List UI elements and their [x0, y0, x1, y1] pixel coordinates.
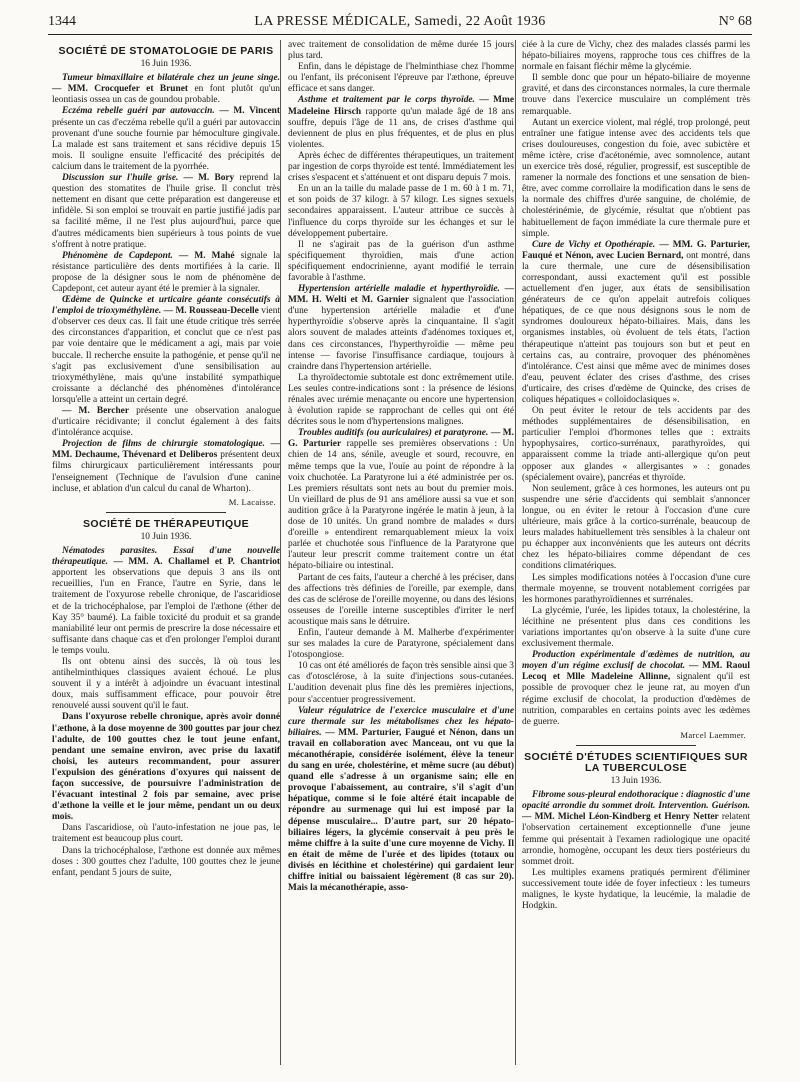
article-paragraph: avec traitement de consolidation de même durée 15 jours plus tard. — [288, 40, 514, 62]
article-authors: — M. Vincent — [219, 106, 280, 117]
article-paragraph: Ils ont obtenu ainsi des succès, là où tous les antihelminthiques classiques avaient échoué. Le plus souvent il y a intérêt à adjoindre un évacuant intestinal doux, mais suffisamment efficace, pour pouvoir être renouvelé aussi souvent qu'il le faut. — [52, 656, 280, 712]
article — [52, 439, 280, 494]
article-paragraph: La glycémie, l'urée, les lipides totaux, la cholestérine, la lécithine ne présentent plus dans ces conditions les variations importantes qu'on observe à la suite d'une cure exclusivement thermale. — [522, 605, 750, 650]
article — [522, 240, 750, 406]
article-paragraph: Il semble donc que pour un hépato-biliaire de moyenne gravité, et dans des circonstances normales, la cure thermale trouve dans l'exercice musculaire un complément très remarquable. — [522, 73, 750, 117]
article-authors: — MM. Raoul Lecoq et Mlle Madeleine Allinne, — [522, 661, 750, 683]
article-title: Troubles auditifs (ou auriculaires) et paratyrone. — [298, 428, 489, 439]
article-body: rapporte qu'un malade âgé de 18 ans souffre, depuis l'âge de 11 ans, de crises d'asthme qui deviennent de plus en plus fréquentes, et de plus en plus violentes. — [288, 106, 514, 150]
article-paragraph: Enfin, dans le dépistage de l'helminthiase chez l'homme ou l'enfant, ils préconisent l'épreuve par l'æthone, épreuve efficace et sans danger. — [288, 62, 514, 95]
article-authors: — MM. Dechaume, Thévenard et Deliberos — [52, 439, 280, 461]
article-title: Fibrome sous-pleural endothoracique : diagnostic d'une opacité arrondie du sommet droit. Intervention. Guérison. — [522, 790, 750, 812]
article-title: Valeur régulatrice de l'exercice musculaire et d'une cure thermale sur les métabolismes chez les hépato-biliaires. — [288, 705, 514, 738]
signature: Marcel Laemmer. — [680, 729, 746, 740]
column-1 — [48, 40, 284, 1068]
column-2 — [284, 40, 518, 1068]
article-body: en font plutôt qu'un leontiasis ossea un cas de goundou probable. — [52, 84, 280, 106]
article-authors: — M. Bory — [183, 173, 235, 184]
article-authors: — MM. H. Welti et M. Garnier — [288, 284, 514, 306]
article — [52, 173, 280, 251]
article-paragraph: ciée à la cure de Vichy, chez des malades classés parmi les hépato-biliaires moyens, rapproche tous ces chiffres de la normale en faisant fléchir même la glycémie. — [522, 40, 750, 73]
article-paragraph: Après échec de différentes thérapeutiques, un traitement par ingestion de corps thyroïde est tenté. Immédiatement les crises s'espacent et s'atténuent et ont disparu depuis 7 mois. — [288, 150, 514, 184]
article-body: dans un travail en collaboration avec Manceau, ont vu que la mécanothérapie, considérée isolément, élève la teneur du sang en urée, cholestérine, et même sucre (au début) quand elle s'adresse à un organisme sain; elle en provoque l'abaissement, au contraire, s'il s'agit d'un hépatique, comme si le foie altéré était incapable de répondre au surmenage qui lui est imposé par la dépense musculaire... D'autre part, sur 20 hépato-biliaires légers, la glycémie conservait à peu près le même chiffre à la suite d'une cure moyenne de Vichy. Il en était de même de l'urée et des lipides (totaux ou divisés en lécithine et cholestérine) qui gardaient leur chiffre initial ou baissaient légèrement (8 cas sur 20). Mais la mécanothérapie, asso- — [288, 727, 515, 894]
section-divider — [576, 745, 696, 746]
article-authors: — MM. Crocquefer et Brunet — [52, 84, 189, 95]
section-date: 10 Juin 1936. — [140, 531, 192, 542]
article-authors: — M. Bercher — [62, 406, 129, 416]
article-body: vient d'observer ces deux cas. Il fait une étude critique très serrée des circonstances d'apparition, et conclut que ce n'est pas par voie dentaire que le médicament a agi, mais par voie buccale. Il recherche ensuite la pathogénie, et pense qu'il ne s'agit pas exclusivement d'une sensibilisation au trioxyméthylène, mais qu'une instabilité sympathique croissante a déclanché des phénomènes d'intolérance lorsqu'elle a atteint un certain degré. — [52, 306, 280, 405]
article-paragraph: On peut éviter le retour de tels accidents par des méthodes supplémentaires de désensibilisation, en particulier l'emploi d'hormones telles que : extraits hypophysaires, cortico-surrénaux, parathyroïdes, qui apparaissent comme la triade anti-allergique qu'on peut opposer aux glandes « allergisantes » : gonades (spécialement ovaire), pancréas et thyroïde. — [522, 406, 750, 483]
article-paragraph: Partant de ces faits, l'auteur a cherché à les préciser, dans des affections très définies de l'oreille, par exemple, dans des cas de sclérose de l'oreille moyenne, ou dans des lésions osseuses de l'oreille interne susceptibles d'irriter le nerf acoustique mais sans le détruire. — [288, 572, 514, 627]
article-paragraph: Non seulement, grâce à ces hormones, les auteurs ont pu suspendre une série d'accidents qui semblait s'annoncer longue, ou en éviter le retour à l'occasion d'une cure ultérieure, mais grâce à la cortico-surrénale, beaucoup de leurs malades habituellement très sensibles à la chaleur ont pu échapper aux inconvénients que les auteurs ont décrits chez les hépato-biliaires comme dépendant de ces conditions climatériques. — [522, 483, 750, 572]
article-body: signalent qu'il est possible de provoquer chez le jeune rat, au moyen d'un régime exclusif de chocolat, la production d'œdèmes de nutrition, comparables en certains points avec les œdèmes de guerre. — [522, 672, 750, 727]
article-body: présente un cas d'eczéma rebelle qu'il a guéri par autovaccin provenant d'une souche fournie par hémoculture gingivale. La malade est sans traitement et sans récidive depuis 15 mois. Il souligne ensuite l'efficacité des précipités de calcium dans le traitement de la pyorrhée. — [52, 117, 280, 172]
article-title: Asthme et traitement par le corps thyroïde. — [298, 95, 475, 106]
journal-title: LA PRESSE MÉDICALE, Samedi, 22 Août 1936 — [254, 14, 546, 29]
article-title: Tumeur bimaxillaire et bilatérale chez un jeune singe. — [62, 73, 280, 84]
article — [52, 295, 280, 406]
article-title: Cure de Vichy et Opothérapie. — [532, 239, 656, 250]
article — [522, 650, 750, 728]
article-body: relatent l'observation certainement exceptionnelle d'une jeune femme qui présentait à l'examen radiologique une opacité arrondie, homogène, occupant les deux tiers postérieurs du sommet droit. — [522, 812, 751, 867]
article — [288, 95, 514, 150]
article-paragraph: Enfin, l'auteur demande à M. Malherbe d'expérimenter sur ses malades la cure de Paratyrone, spécialement dans l'otospongiose. — [288, 627, 514, 661]
article-paragraph: Dans la trichocéphalose, l'æthone est donnée aux mêmes doses : 300 gouttes chez l'adulte, 100 gouttes chez le jeune enfant, pendant 5 jours de suite, — [52, 845, 280, 878]
article — [52, 251, 280, 295]
article-paragraph: En un an la taille du malade passe de 1 m. 60 à 1 m. 71, et son poids de 37 kilogr. à 57 kilogr. Les signes sexuels secondaires apparaissent. L'auteur attribue ce succès à l'influence du corps thyroïde sur les échanges et sur le développement pubertaire. — [288, 184, 514, 239]
article-body: apportent les observations que depuis 3 ans ils ont recueillies, l'un en France, l'autre en Syrie, dans le traitement de l'oxyurose rebelle chronique, de l'ascaridiose et de la trichocéphalose, par l'emploi de l'æthone (éther de Kay 35° baumé). La faible toxicité du produit et sa grande maniabilité leur ont permis de prescrire la dose nécessaire et suffisante dans chaque cas et d'en prolonger l'emploi durant le temps voulu. — [52, 568, 280, 656]
article-body: ont montré, dans la cure thermale, une cure de désensibilisation correspondant, aussi exactement qu'il est possible actuellement d'en juger, aux états de sensibilisation générateurs de ce qu'on appelait autrefois coliques hépatiques, de ce que nous désignons sous le nom de syndromes douloureux hépato-biliaires. Mais, dans les organismes instables, où évoluent de tels états, l'action thérapeutique n'atteint pas toujours son but et peut en certains cas, au contraire, provoquer des phénomènes d'intolérance. C'est ainsi que même avec de minimes doses d'eau, peuvent éclater des crises d'asthme, des crises d'urticaire, des crises d'œdème de Quincke, des crises de coliques hépatiques « colloïdoclasiques ». — [522, 250, 750, 405]
article-body: reprend la question des stomatites de l'huile grise. Il conclut très nettement en disant que cette préparation est dangereuse et infidèle. Si son emploi se trouvait en partie justifié jadis par sa facilité même, il ne l'est plus aujourd'hui, parce que d'autres médicaments bien supérieurs à tous points de vue s'offrent à notre pratique. — [52, 173, 281, 250]
article — [288, 706, 514, 895]
article-paragraph: Dans l'ascaridiose, où l'auto-infestation ne joue pas, le traitement est beaucoup plus court. — [52, 823, 280, 845]
article — [288, 428, 514, 572]
article-body: rappelle ses premières observations : Un chien de 14 ans, sénile, aveugle et sourd, recouvre, en même temps que la vue, l'ouïe au point de répondre à la voix chuchotée. La Paratyrone lui a été administrée per os. Les premiers résultats sont nets au bout du premier mois. Un vieillard de plus de 91 ans améliore aussi sa vue et son audition grâce à la Paratyrone ingérée le matin à jeun, à la dose de 10 unités. Un grand nombre de malades « durs d'oreille » entendirent remarquablement mieux la voix parlée et chuchotée sous l'influence de la Paratyrone que l'auteur leur prescrit comme traitement contre un état hépato-biliaire ou intestinal. — [288, 439, 515, 572]
page-number: 1344 — [48, 14, 76, 29]
article-authors: — MM. Michel Léon-Kindberg et Henry Netter — [522, 812, 719, 823]
section-date: 16 Juin 1936. — [140, 59, 192, 70]
article-title: Nématodes parasites. Essai d'une nouvelle thérapeutique. — [52, 546, 280, 568]
article — [522, 790, 750, 868]
article-authors: — MM. A. Challamel et P. Chantriot — [113, 557, 281, 568]
article-paragraph: La thyroïdectomie subtotale est donc extrêmement utile. Les seules contre-indications sont : la présence de lésions rénales avec urémie menaçante ou encore une hypertension à évolution rapide se rapprochant de celles qui ont été décrites sous le nom d'hypertensions malignes. — [288, 372, 514, 428]
article-authors: — MM. Parturier, Faugué et Nénon, — [325, 727, 478, 738]
article-body: signale la résistance particulière des dents mortifiées à la carie. Il propose de la désigner sous le nom de phénomène de Capdepont, cet auteur ayant été le premier à la signaler. — [52, 250, 281, 294]
section-title: SOCIÉTÉ DE THÉRAPEUTIQUE — [83, 517, 249, 530]
article-paragraph: Dans l'oxyurose rebelle chronique, après avoir donné l'æthone, à la dose moyenne de 300 gouttes par jour chez l'adulte, de 100 gouttes chez le tout jeune enfant, pendant une semaine environ, avec prise du laxatif choisi, les auteurs recommandent, pour assurer l'expulsion des générations d'oxyures qui naissent de façon successive, de poursuivre l'administration de l'évacuant intestinal 2 fois par semaine, avec prise d'æthone la veille et le jour même, pendant un ou deux mois. — [52, 712, 280, 823]
article-title: Production expérimentale d'œdèmes de nutrition, au moyen d'un régime exclusif de chocolat. — [522, 650, 750, 672]
article-title: Projection de films de chirurgie stomatologique. — [62, 439, 265, 450]
article-paragraph: Les simples modifications notées à l'occasion d'une cure thermale moyenne, se trouvent notablement corrigées par les hormones parathyroïdiennes et surrénales. — [522, 572, 750, 605]
section-date: 13 Juin 1936. — [610, 776, 662, 787]
article-body: présentent deux films chirurgicaux particulièrement intéressants pour l'enseignement (Technique de l'avulsion d'une canine incluse, et ablation d'un calcul du canal de Wharton). — [52, 450, 281, 494]
article — [52, 106, 280, 173]
article-body: présente une observation analogue d'urticaire récidivante; il conclut également à des faits d'intolérance acquise. — [52, 406, 281, 439]
page-header — [48, 12, 752, 35]
article-title: Hypertension artérielle maladie et hyperthyroïdie. — [298, 284, 500, 295]
article-title: Phénomène de Capdepont. — [62, 250, 173, 261]
article — [52, 546, 280, 657]
article-paragraph — [52, 406, 280, 439]
article-authors: — M. G. Parturier — [288, 428, 514, 450]
section-divider — [106, 512, 226, 513]
article-title: Discussion sur l'huile grise. — [62, 173, 179, 184]
section-title: SOCIÉTÉ DE STOMATOLOGIE DE PARIS — [58, 45, 274, 57]
article-title: Eczéma rebelle guéri par autovaccin. — [62, 106, 215, 117]
article-paragraph: Il ne s'agirait pas de la guérison d'un asthme spécifiquement thyroïdien, mais d'une action spécifiquement endocrinienne, ayant modifié le terrain favorable à l'asthme. — [288, 239, 514, 283]
article-title: Œdème de Quincke et urticaire géante consécutifs à l'emploi de trioxyméthylène. — [52, 295, 280, 317]
section-title: SOCIÉTÉ D'ÉTUDES SCIENTIFIQUES SUR LA TUBERCULOSE — [524, 750, 748, 774]
article-authors: — Mme Madeleine Hirsch — [288, 95, 514, 117]
article-body: signalent que l'association d'une hypertension artérielle maladie et d'une hyperthyroïdie s'observe après la cinquantaine. Il s'agit alors souvent de malades atteints d'adénomes toxiques et, dans ces circonstances, l'hyperthyroïdie — même peu intense — favorise l'insuffisance cardiaque, toujours à craindre dans l'hypertension artérielle. — [288, 295, 514, 372]
article-paragraph: Autant un exercice violent, mal réglé, trop prolongé, peut entraîner une fatigue intense avec des accidents tels que crises douloureuses, congestion du foie, avec subictère et même ictère, crise d'acétonémie, avec somnolence, autant un exercice très dosé, régulier, progressif, est susceptible de ramener la normale des fonctions et une sensation de bien-être, avec comme corrollaire la modification dans le sens de la normale des chiffres d'urée sanguine, de cholémie, de cholestérinémie, de glycémie, résultat que n'obtient pas habituellement de façon immédiate la cure thermale pure et simple. — [522, 117, 750, 239]
article-authors: — M. Mahé — [178, 250, 235, 261]
article — [288, 284, 514, 373]
signature: M. Lacaisse. — [228, 496, 276, 507]
article — [52, 73, 280, 106]
article-authors: — MM. G. Parturier, Fauqué et Nénon, avec Lucien Bernard, — [522, 239, 751, 261]
issue-number: N° 68 — [718, 14, 752, 29]
article-authors: — M. Rousseau-Decelle — [163, 306, 259, 317]
article-paragraph: Les multiples examens pratiqués permirent d'éliminer successivement toute idée de foyer infectieux : les tumeurs malignes, le kyste hydatique, la leucémie, la maladie de Hodgkin. — [522, 867, 750, 912]
article-paragraph: 10 cas ont été améliorés de façon très sensible ainsi que 3 cas d'otosclérose, à la suite d'injections sous-cutanées. L'audition devenait plus fine dès les premières injections, pour s'accentuer progressivement. — [288, 661, 514, 705]
column-3 — [518, 40, 754, 1068]
